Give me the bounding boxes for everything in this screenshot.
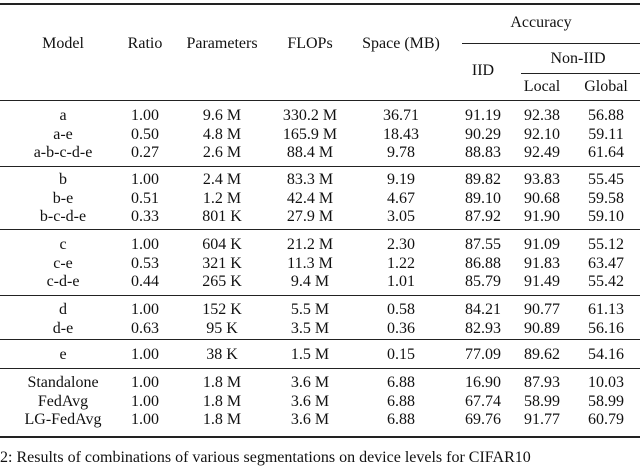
header-flops: FLOPs <box>287 35 333 52</box>
cell-iid: 16.90 <box>465 374 501 391</box>
cell-flops: 11.3 M <box>287 254 333 272</box>
cell-ratio: 0.53 <box>131 254 159 272</box>
cell-flops: 9.4 M <box>290 273 330 290</box>
cell-iid: 89.10 <box>465 189 501 207</box>
cell-iid: 87.92 <box>465 208 501 225</box>
cell-global: 55.42 <box>588 273 624 290</box>
cell-local: 90.68 <box>524 189 560 207</box>
cell-parameters: 1.2 M <box>202 189 242 207</box>
cell-local: 92.10 <box>524 125 560 143</box>
cell-global: 63.47 <box>588 254 624 272</box>
cell-parameters: 38 K <box>206 346 238 363</box>
cell-global: 58.99 <box>588 392 624 410</box>
cell-iid: 85.79 <box>465 273 501 290</box>
cell-local: 89.62 <box>524 346 560 363</box>
cell-model: d-e <box>52 319 74 337</box>
cell-parameters: 265 K <box>202 273 242 290</box>
cell-flops: 3.6 M <box>290 392 330 410</box>
cell-local: 90.77 <box>524 301 560 318</box>
header-accuracy: Accuracy <box>510 14 572 31</box>
cell-ratio: 1.00 <box>131 374 159 391</box>
cell-local: 87.93 <box>524 374 560 391</box>
cell-global: 61.13 <box>588 301 624 318</box>
header-local: Local <box>523 78 561 95</box>
cell-iid: 89.82 <box>465 171 501 188</box>
cell-space: 1.22 <box>387 254 415 272</box>
group-rule-3 <box>0 295 640 296</box>
cell-global: 59.58 <box>588 189 624 207</box>
cell-iid: 88.83 <box>465 144 501 161</box>
cell-global: 59.10 <box>588 208 624 225</box>
cell-model: a-b-c-d-e <box>33 144 93 161</box>
cell-parameters: 4.8 M <box>202 125 242 143</box>
cell-flops: 5.5 M <box>290 301 330 318</box>
cell-parameters: 2.4 M <box>202 171 242 188</box>
cell-local: 58.99 <box>524 392 560 410</box>
cell-space: 4.67 <box>387 189 415 207</box>
cell-space: 3.05 <box>387 208 415 225</box>
cell-parameters: 604 K <box>202 236 242 253</box>
header-global: Global <box>584 78 628 95</box>
group-rule-5 <box>0 368 640 369</box>
non-iid-rule <box>521 73 640 74</box>
cell-ratio: 0.51 <box>131 189 159 207</box>
cell-ratio: 1.00 <box>131 392 159 410</box>
cell-ratio: 0.50 <box>131 125 159 143</box>
cell-global: 54.16 <box>588 346 624 363</box>
header-parameters: Parameters <box>186 35 258 52</box>
cell-ratio: 1.00 <box>131 301 159 318</box>
cell-global: 60.79 <box>588 411 624 428</box>
cell-local: 92.49 <box>524 144 560 161</box>
cell-parameters: 2.6 M <box>202 144 242 161</box>
group-rule-1 <box>0 166 640 167</box>
cell-parameters: 1.8 M <box>202 392 242 410</box>
group-rule-2 <box>0 229 640 230</box>
header-model: Model <box>42 35 84 52</box>
cell-model: b-c-d-e <box>39 208 87 225</box>
cell-flops: 3.5 M <box>290 319 330 337</box>
cell-local: 91.83 <box>524 254 560 272</box>
cell-space: 1.01 <box>387 273 415 290</box>
cell-parameters: 321 K <box>202 254 242 272</box>
cell-iid: 90.29 <box>465 125 501 143</box>
cell-model: c-e <box>53 254 73 272</box>
cell-flops: 1.5 M <box>290 346 330 363</box>
cell-local: 91.77 <box>524 411 560 428</box>
cell-global: 59.11 <box>588 125 624 143</box>
header-space: Space (MB) <box>362 35 440 52</box>
cell-space: 18.43 <box>383 125 419 143</box>
cell-parameters: 801 K <box>202 208 242 225</box>
cell-ratio: 1.00 <box>131 346 159 363</box>
cell-local: 92.38 <box>524 107 560 124</box>
group-rule-4 <box>0 339 640 340</box>
cell-model: c-d-e <box>46 273 80 290</box>
cell-iid: 77.09 <box>465 346 501 363</box>
cell-iid: 67.74 <box>465 392 501 410</box>
cell-flops: 3.6 M <box>290 374 330 391</box>
cell-model: LG-FedAvg <box>24 411 102 428</box>
cell-flops: 165.9 M <box>282 125 338 143</box>
cell-model: b <box>59 171 67 188</box>
cell-space: 9.19 <box>387 171 415 188</box>
table-bottom-rule <box>0 436 640 438</box>
cell-flops: 42.4 M <box>286 189 334 207</box>
cell-space: 6.88 <box>387 411 415 428</box>
cell-parameters: 95 K <box>206 319 238 337</box>
cell-flops: 21.2 M <box>286 236 334 253</box>
cell-space: 6.88 <box>387 374 415 391</box>
table-top-rule <box>0 3 640 5</box>
cell-model: Standalone <box>27 374 99 391</box>
cell-model: c <box>59 236 67 253</box>
cell-global: 56.16 <box>588 319 624 337</box>
cell-ratio: 1.00 <box>131 107 159 124</box>
cell-flops: 27.9 M <box>286 208 334 225</box>
cell-iid: 69.76 <box>465 411 501 428</box>
cell-space: 9.78 <box>387 144 415 161</box>
cell-iid: 86.88 <box>465 254 501 272</box>
cell-global: 55.45 <box>588 171 624 188</box>
header-iid: IID <box>471 62 495 79</box>
cell-ratio: 0.44 <box>131 273 159 290</box>
cell-model: a-e <box>53 125 73 143</box>
cell-model: FedAvg <box>37 392 89 410</box>
cell-model: b-e <box>52 189 74 207</box>
cell-global: 61.64 <box>588 144 624 161</box>
cell-global: 56.88 <box>588 107 624 124</box>
cell-ratio: 0.63 <box>131 319 159 337</box>
cell-space: 6.88 <box>387 392 415 410</box>
cell-model: a <box>59 107 67 124</box>
header-rule <box>0 100 640 101</box>
cell-model: d <box>59 301 67 318</box>
cell-local: 91.49 <box>524 273 560 290</box>
accuracy-rule <box>462 43 640 44</box>
cell-flops: 330.2 M <box>282 107 338 124</box>
cell-ratio: 1.00 <box>131 236 159 253</box>
cell-local: 91.09 <box>524 236 560 253</box>
cell-iid: 82.93 <box>465 319 501 337</box>
cell-global: 55.12 <box>588 236 624 253</box>
header-non-iid: Non-IID <box>550 50 606 67</box>
header-ratio: Ratio <box>127 35 163 52</box>
cell-space: 0.58 <box>387 301 415 318</box>
cell-local: 90.89 <box>524 319 560 337</box>
cell-ratio: 0.27 <box>131 144 159 161</box>
cell-space: 36.71 <box>383 107 419 124</box>
cell-iid: 84.21 <box>465 301 501 318</box>
cell-iid: 87.55 <box>465 236 501 253</box>
cell-iid: 91.19 <box>465 107 501 124</box>
cell-parameters: 9.6 M <box>202 107 242 124</box>
cell-space: 0.36 <box>387 319 415 337</box>
cell-flops: 3.6 M <box>290 411 330 428</box>
cell-global: 10.03 <box>588 374 624 391</box>
cell-space: 2.30 <box>387 236 415 253</box>
cell-flops: 83.3 M <box>286 171 334 188</box>
cell-model: e <box>59 346 67 363</box>
cell-ratio: 1.00 <box>131 171 159 188</box>
cell-space: 0.15 <box>387 346 415 363</box>
cell-flops: 88.4 M <box>286 144 334 161</box>
cell-ratio: 1.00 <box>131 411 159 428</box>
cell-local: 93.83 <box>524 171 560 188</box>
cell-parameters: 1.8 M <box>202 411 242 428</box>
cell-ratio: 0.33 <box>131 208 159 225</box>
cell-parameters: 1.8 M <box>202 374 242 391</box>
table-caption: 2: Results of combinations of various segmentations on device levels for CIFAR10 <box>0 449 531 466</box>
cell-parameters: 152 K <box>202 301 242 318</box>
cell-local: 91.90 <box>524 208 560 225</box>
